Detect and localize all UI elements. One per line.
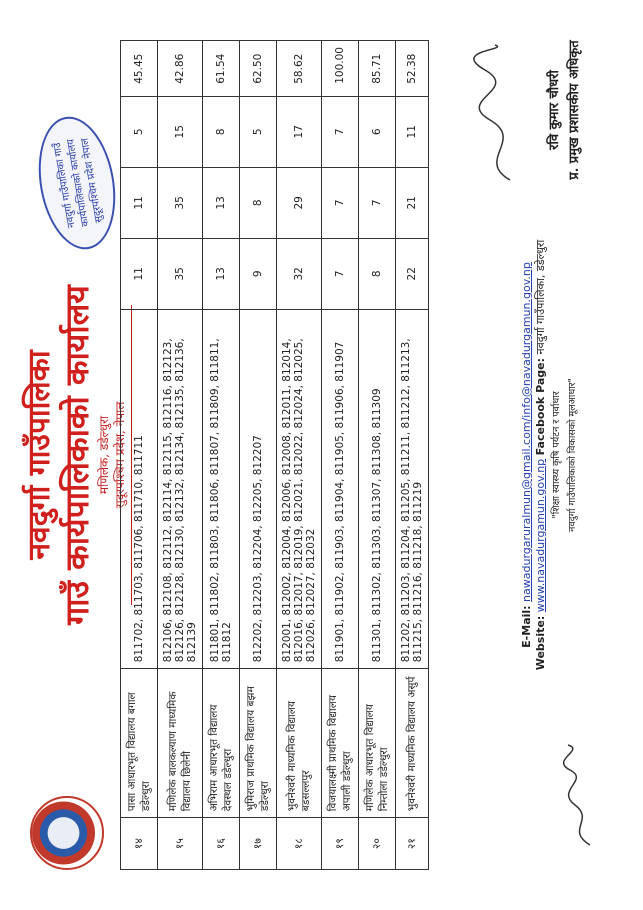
website-label: Website: <box>534 615 547 671</box>
count-cell-2: 21 <box>396 167 429 238</box>
count-cell-3: 15 <box>158 96 203 167</box>
percentage-cell: 100.00 <box>322 41 359 97</box>
symbol-numbers-cell: 811801, 811802, 811803, 811806, 811807, 811809, 811811, 811812 <box>203 309 240 668</box>
school-name-cell: भुवनेश्वरी माध्यमिक विद्यालय बडसल्लपुर <box>277 669 322 818</box>
serial-number-cell: २० <box>359 818 396 870</box>
serial-number-cell: १९ <box>322 818 359 870</box>
table-row <box>121 41 158 870</box>
serial-number-cell: १४ <box>121 818 158 870</box>
count-cell-1: 13 <box>203 238 240 309</box>
count-cell-1: 35 <box>158 238 203 309</box>
symbol-numbers-cell: 811901, 811902, 811903, 811904, 811905, 811906, 811907 <box>322 309 359 668</box>
slogan-line-1: "शिक्षा स्वास्थ्य कृषि पर्यटन र पर्वाधार <box>551 391 562 519</box>
count-cell-2: 7 <box>322 167 359 238</box>
officer-name: रवि कुमार चौधरी <box>547 70 562 150</box>
count-cell-3: 6 <box>359 96 396 167</box>
count-cell-1: 32 <box>277 238 322 309</box>
count-cell-2: 11 <box>121 167 158 238</box>
count-cell-2: 13 <box>203 167 240 238</box>
symbol-numbers-cell: 811202, 811203, 811204, 811205, 811211, 811212, 811213, 811215, 811216, 811218, 811219 <box>396 309 429 668</box>
count-cell-3: 5 <box>240 96 277 167</box>
school-name-cell: मणिलेक आधारभूत विद्यालय निम्तोला डडेल्धुरा <box>359 669 396 818</box>
percentage-cell: 85.71 <box>359 41 396 97</box>
table-body <box>121 41 429 870</box>
serial-number-cell: १७ <box>240 818 277 870</box>
symbol-numbers-cell: 812106, 812108, 812112, 812114, 812115, 812116, 812123, 812126, 812128, 812130, 812132, 812134, 812135, 812136, 812139 <box>158 309 203 668</box>
percentage-cell: 62.50 <box>240 41 277 97</box>
serial-number-cell: १५ <box>158 818 203 870</box>
count-cell-2: 8 <box>240 167 277 238</box>
serial-number-cell: १८ <box>277 818 322 870</box>
symbol-numbers-cell: 811702, 811703, 811706, 811710, 811711 <box>121 309 158 668</box>
percentage-cell: 42.86 <box>158 41 203 97</box>
count-cell-2: 35 <box>158 167 203 238</box>
count-cell-2: 29 <box>277 167 322 238</box>
letterhead-footer <box>520 0 580 910</box>
percentage-cell: 52.38 <box>396 41 429 97</box>
school-name-cell: भुवनेश्वरी माध्यमिक विद्यालय असुर्प <box>396 669 429 818</box>
email-link[interactable]: nawadurgaruralmun@gmail.com/info@navadurgamun.gov.np <box>520 262 533 602</box>
symbol-numbers-cell: 812001, 812002, 812004, 812006, 812008, 812011, 812014, 812016, 812017, 812019, 812021, 812022, 812024, 812025, 812026, 812027, 812032 <box>277 309 322 668</box>
count-cell-1: 22 <box>396 238 429 309</box>
percentage-cell: 58.62 <box>277 41 322 97</box>
symbol-numbers-cell: 811301, 811302, 811303, 811307, 811308, 811309 <box>359 309 396 668</box>
serial-number-cell: १६ <box>203 818 240 870</box>
table-row <box>396 41 429 870</box>
school-name-cell: पासा आधारभूत विद्यालय बगाल डडेल्धुरा <box>121 669 158 818</box>
school-results-table <box>120 40 429 870</box>
address-line-2: सुदूरपश्चिम प्रदेश, नेपाल <box>113 401 127 509</box>
count-cell-1: 9 <box>240 238 277 309</box>
stamp-text: नवदुर्गा गाउँपालिका गाउँ कार्यपालिकाको कार्यालय सुदूरपश्चिम प्रदेश नेपाल <box>51 137 106 229</box>
school-name-cell: भुमिराज प्राथमिक विद्यालय बझम डडेल्धुरा <box>240 669 277 818</box>
count-cell-1: 11 <box>121 238 158 309</box>
count-cell-2: 7 <box>359 167 396 238</box>
officer-title: प्र. प्रमुख प्रशासकीय अधिकृत <box>567 40 582 180</box>
count-cell-3: 7 <box>322 96 359 167</box>
facebook-page: नवदुर्गा गाउँपालिका, डडेल्धुरा <box>534 239 547 355</box>
facebook-label: Facebook Page: <box>534 357 547 456</box>
count-cell-3: 17 <box>277 96 322 167</box>
count-cell-3: 11 <box>396 96 429 167</box>
table-row <box>277 41 322 870</box>
website-link[interactable]: www.navadurgamun.gov.np <box>534 458 547 613</box>
table-row <box>203 41 240 870</box>
count-cell-3: 8 <box>203 96 240 167</box>
serial-number-cell: २१ <box>396 818 429 870</box>
count-cell-1: 7 <box>322 238 359 309</box>
school-name-cell: अभिराम आधारभूत विद्यालय देवस्थल डडेल्धुरा <box>203 669 240 818</box>
address-line-1: मणिलेक, डडेल्धुरा <box>97 415 111 495</box>
percentage-cell: 61.54 <box>203 41 240 97</box>
count-cell-3: 5 <box>121 96 158 167</box>
office-title: गाउँ कार्यपालिकाको कार्यालय <box>58 285 96 625</box>
table-row <box>158 41 203 870</box>
count-cell-1: 8 <box>359 238 396 309</box>
symbol-numbers-cell: 812202, 812203, 812204, 812205, 812207 <box>240 309 277 668</box>
school-name-cell: मणिलेक बालकल्याण माध्यमिक विद्यालय छिलेनी <box>158 669 203 818</box>
table-row <box>322 41 359 870</box>
table-row <box>240 41 277 870</box>
percentage-cell: 45.45 <box>121 41 158 97</box>
email-label: E-Mail: <box>520 605 533 648</box>
school-name-cell: विजयालक्ष्मी प्राथमिक विद्यालय अपाली डडेल्धुरा <box>322 669 359 818</box>
municipality-title: नवदुर्गा गाउँपालिका <box>22 350 57 560</box>
slogan-line-2: नवदुर्गा गाउँपालिकाको विकासको मूलआधार" <box>567 378 578 532</box>
table-row <box>359 41 396 870</box>
